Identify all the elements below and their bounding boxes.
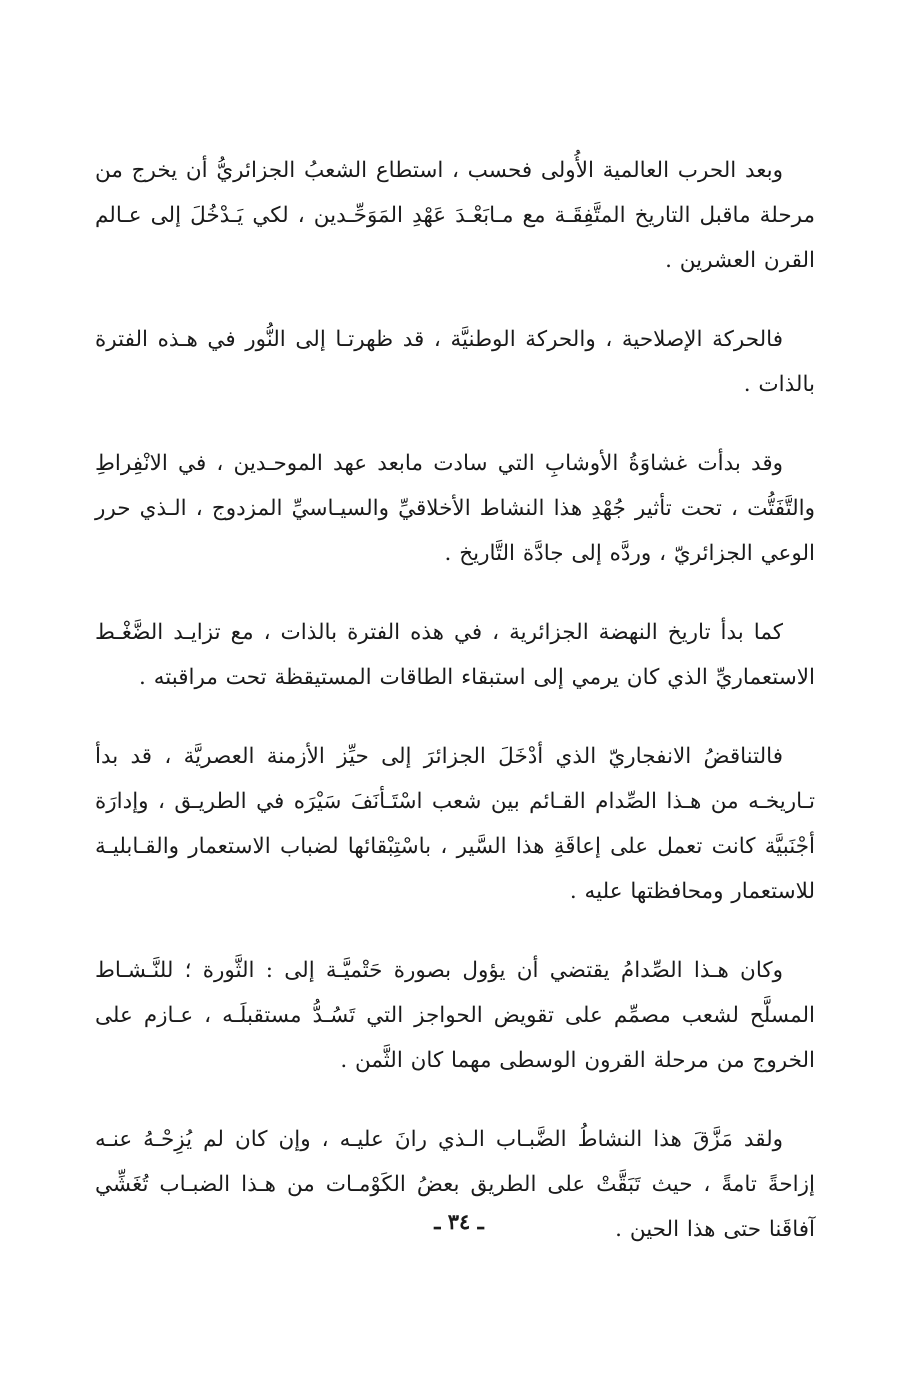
paragraph-2: فالحركة الإصلاحية ، والحركة الوطنيَّة ، قد ظهرتـا إلى النُّور في هـذه الفترة بالذات .: [95, 327, 815, 397]
paragraph-4: كما بدأ تاريخ النهضة الجزائرية ، في هذه الفترة بالذات ، مع تزايـد الضَّغْـط الاستعماريِّ الذي كان يرمي إلى استبقاء الطاقات المستيقظة تحت مراقبته .: [95, 620, 815, 690]
paragraph-7: ولقد مَزَّقَ هذا النشاطُ الضَّبـاب الـذي رانَ عليـه ، وإن كان لم يُزِحْـهُ عنـه إزاحةً تامةً ، حيث تَبَقَّتْ على الطريق بعضُ الكَوْمـات من هـذا الضبـاب تُغَشِّي آفاقَنا حتى هذا الحين .: [95, 1127, 815, 1242]
paragraph-1: وبعد الحرب العالمية الأُولى فحسب ، استطاع الشعبُ الجزائريُّ أن يخرج من مرحلة ماقبل التاريخ المتَّفِقَـة مع مـابَعْـدَ عَهْدِ المَوَحِّـدين ، لكي يَـدْخُلَ إلى عـالم القرن العشرين .: [95, 158, 815, 273]
page-body: [95, 148, 815, 1286]
paragraph-5: فالتناقضُ الانفجاريّ الذي أدْخَلَ الجزائرَ إلى حيِّز الأزمنة العصريَّة ، قد بدأ تـاريخـه من هـذا الصِّدام القـائم بين شعب اسْتَـأنَفَ سَيْرَه في الطريـق ، وإدارَة أجْنَبيَّة كانت تعمل على إعاقَةِ هذا السَّير ، باسْتِبْقائها لضباب الاستعمار والقـابليـة للاستعمار ومحافظتها عليه .: [95, 744, 815, 904]
paragraph-3: وقد بدأت غشاوَةُ الأوشابِ التي سادت مابعد عهد الموحـدين ، في الانْفِراطِ والتَّفَتُّت ، تحت تأثير جُهْدِ هذا النشاط الأخلاقيِّ والسيـاسيِّ المزدوج ، الـذي حرر الوعي الجزائريّ ، وردَّه إلى جادَّة التَّاريخ .: [95, 451, 815, 566]
page-number: ـ ٣٤ ـ: [434, 1209, 484, 1234]
paragraph-6: وكان هـذا الصِّدامُ يقتضي أن يؤول بصورة حَتْميَّـة إلى : الثَّورة ؛ للنَّـشـاط المسلَّح لشعب مصمِّم على تقويض الحواجز التي تَسُـدُّ مستقبلَـه ، عـازم على الخروج من مرحلة القرون الوسطى مهما كان الثَّمن .: [95, 958, 815, 1073]
